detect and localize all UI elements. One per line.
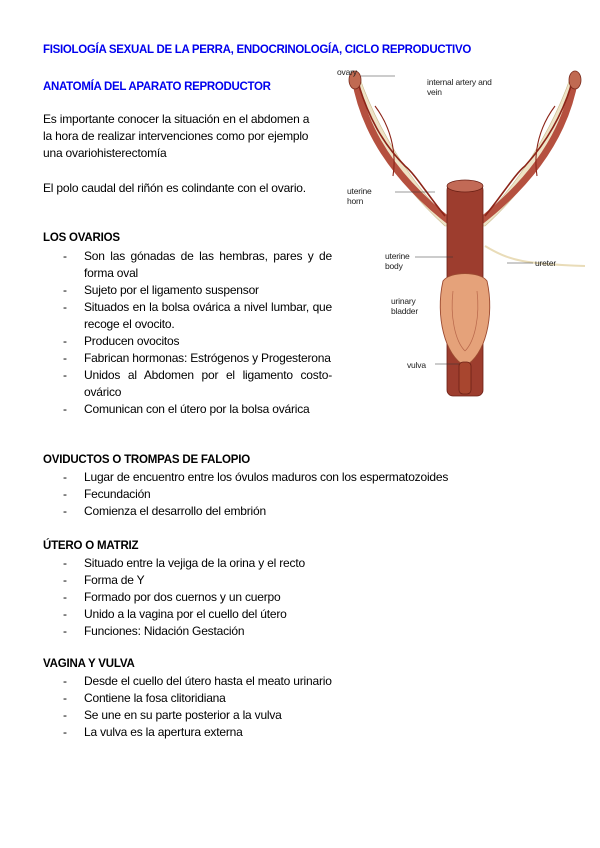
list-item: - Lugar de encuentro entre los óvulos maduros con los espermatozoides xyxy=(60,469,448,486)
heading-utero: ÚTERO O MATRIZ xyxy=(43,540,139,552)
list-item: - Son las gónadas de las hembras, pares y de forma oval xyxy=(60,248,332,282)
list-item: - Comunican con el útero por la bolsa ovárica xyxy=(60,401,332,418)
section-title-anatomy: ANATOMÍA DEL APARATO REPRODUCTOR xyxy=(43,81,271,93)
label-body: uterine body xyxy=(385,251,410,271)
list-item: - Contiene la fosa clitoridiana xyxy=(60,690,332,707)
list-item: - Desde el cuello del útero hasta el meato urinario xyxy=(60,673,332,690)
right-uterine-vessel xyxy=(485,86,571,216)
anatomy-drawing xyxy=(335,66,595,398)
label-ureter: ureter xyxy=(535,258,557,268)
label-horn: uterine horn xyxy=(347,186,372,206)
kidney-paragraph: El polo caudal del riñón es colindante con el ovario. xyxy=(43,181,306,195)
right-ovary xyxy=(569,71,581,89)
label-vulva: vulva xyxy=(407,360,426,370)
list-oviductos xyxy=(60,469,448,520)
heading-vagina: VAGINA Y VULVA xyxy=(43,658,135,670)
list-item: - Unidos al Abdomen por el ligamento costo-ovárico xyxy=(60,367,332,401)
list-ovarios xyxy=(60,248,332,418)
heading-ovarios: LOS OVARIOS xyxy=(43,232,120,244)
intro-paragraph: Es importante conocer la situación en el abdomen a la hora de realizar intervenciones como por ejemplo una ovariohisterectomía xyxy=(43,112,310,160)
list-item: - Forma de Y xyxy=(60,572,305,589)
list-item: - Comienza el desarrollo del embrión xyxy=(60,503,448,520)
heading-oviductos: OVIDUCTOS O TROMPAS DE FALOPIO xyxy=(43,454,250,466)
document-title: FISIOLOGÍA SEXUAL DE LA PERRA, ENDOCRINOLOGÍA, CICLO REPRODUCTIVO xyxy=(43,44,471,56)
label-artery: internal artery and vein xyxy=(427,77,492,97)
reproductive-tract-illustration xyxy=(335,66,595,398)
list-item: - Formado por dos cuernos y un cuerpo xyxy=(60,589,305,606)
list-item: - La vulva es la apertura externa xyxy=(60,724,332,741)
list-item: - Funciones: Nidación Gestación xyxy=(60,623,305,640)
list-item: - Unido a la vagina por el cuello del útero xyxy=(60,606,305,623)
list-item: - Situados en la bolsa ovárica a nivel lumbar, que recoge el ovocito. xyxy=(60,299,332,333)
list-item: - Sujeto por el ligamento suspensor xyxy=(60,282,332,299)
label-ovary: ovary xyxy=(337,67,357,77)
right-uterine-horn xyxy=(477,78,575,224)
list-item: - Se une en su parte posterior a la vulva xyxy=(60,707,332,724)
list-item: - Fecundación xyxy=(60,486,448,503)
label-bladder: urinary bladder xyxy=(391,296,418,316)
vulva-shape xyxy=(459,362,471,394)
list-item: - Fabrican hormonas: Estrógenos y Progesterona xyxy=(60,350,332,367)
list-utero xyxy=(60,555,305,640)
list-item: - Situado entre la vejiga de la orina y el recto xyxy=(60,555,305,572)
list-item: - Producen ovocitos xyxy=(60,333,332,350)
list-vagina xyxy=(60,673,332,741)
rectum-top xyxy=(447,180,483,192)
